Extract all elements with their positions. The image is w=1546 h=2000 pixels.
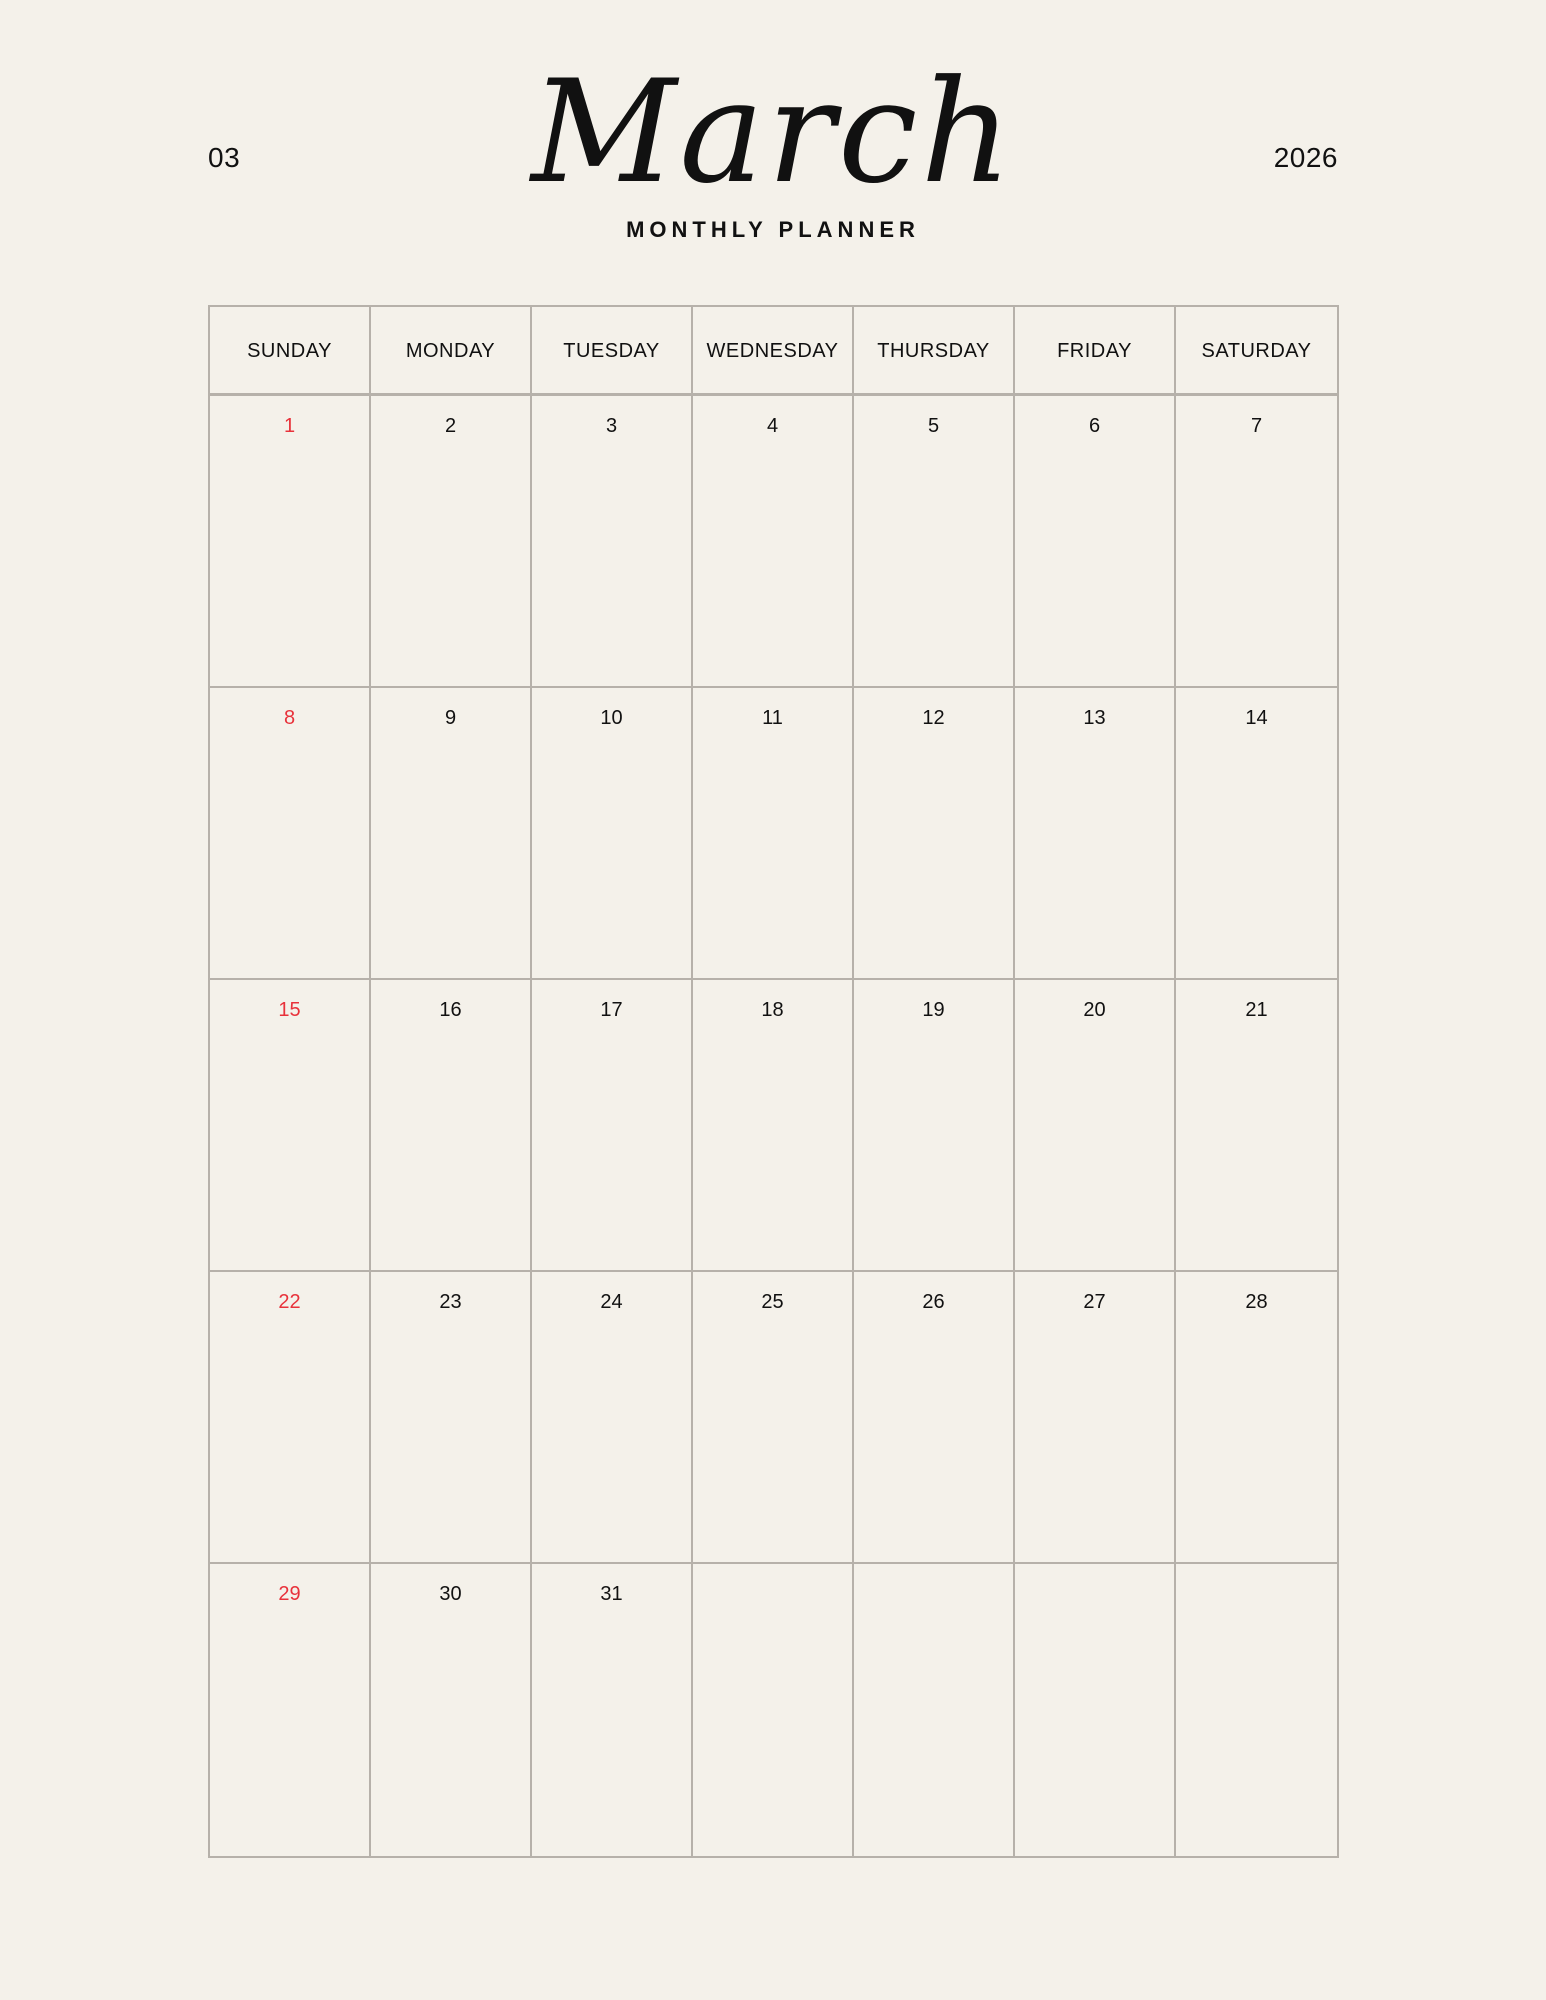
month-number: 03 — [208, 142, 241, 173]
date-cell: 15 — [210, 980, 371, 1272]
empty-date-cell — [1015, 1564, 1176, 1856]
date-cell: 25 — [693, 1272, 854, 1564]
weekday-thursday: THURSDAY — [854, 307, 1015, 396]
weekday-monday: MONDAY — [371, 307, 532, 396]
date-cell: 23 — [371, 1272, 532, 1564]
date-cell: 9 — [371, 688, 532, 980]
date-cell: 3 — [532, 396, 693, 688]
date-cell: 30 — [371, 1564, 532, 1856]
empty-date-cell — [693, 1564, 854, 1856]
date-cell: 6 — [1015, 396, 1176, 688]
date-cell: 7 — [1176, 396, 1337, 688]
date-cell: 5 — [854, 396, 1015, 688]
calendar-grid — [208, 305, 1339, 1858]
date-cell: 29 — [210, 1564, 371, 1856]
date-cell: 8 — [210, 688, 371, 980]
date-cell: 10 — [532, 688, 693, 980]
date-cell: 11 — [693, 688, 854, 980]
date-cell: 14 — [1176, 688, 1337, 980]
weekday-sunday: SUNDAY — [210, 307, 371, 396]
date-cell: 4 — [693, 396, 854, 688]
date-cell: 24 — [532, 1272, 693, 1564]
planner-subtitle: MONTHLY PLANNER — [626, 217, 920, 242]
date-cell: 28 — [1176, 1272, 1337, 1564]
weekday-wednesday: WEDNESDAY — [693, 307, 854, 396]
date-cell: 2 — [371, 396, 532, 688]
date-cell: 18 — [693, 980, 854, 1272]
date-cell: 20 — [1015, 980, 1176, 1272]
date-cell: 13 — [1015, 688, 1176, 980]
empty-date-cell — [854, 1564, 1015, 1856]
month-title: March — [531, 50, 1015, 215]
date-cell: 17 — [532, 980, 693, 1272]
date-cell: 12 — [854, 688, 1015, 980]
date-cell: 16 — [371, 980, 532, 1272]
empty-date-cell — [1176, 1564, 1337, 1856]
date-cell: 26 — [854, 1272, 1015, 1564]
date-cell: 27 — [1015, 1272, 1176, 1564]
weekday-tuesday: TUESDAY — [532, 307, 693, 396]
year: 2026 — [1273, 142, 1338, 173]
date-cell: 21 — [1176, 980, 1337, 1272]
date-cell: 22 — [210, 1272, 371, 1564]
date-cell: 1 — [210, 396, 371, 688]
date-cell: 31 — [532, 1564, 693, 1856]
weekday-saturday: SATURDAY — [1176, 307, 1337, 396]
date-cell: 19 — [854, 980, 1015, 1272]
weekday-friday: FRIDAY — [1015, 307, 1176, 396]
